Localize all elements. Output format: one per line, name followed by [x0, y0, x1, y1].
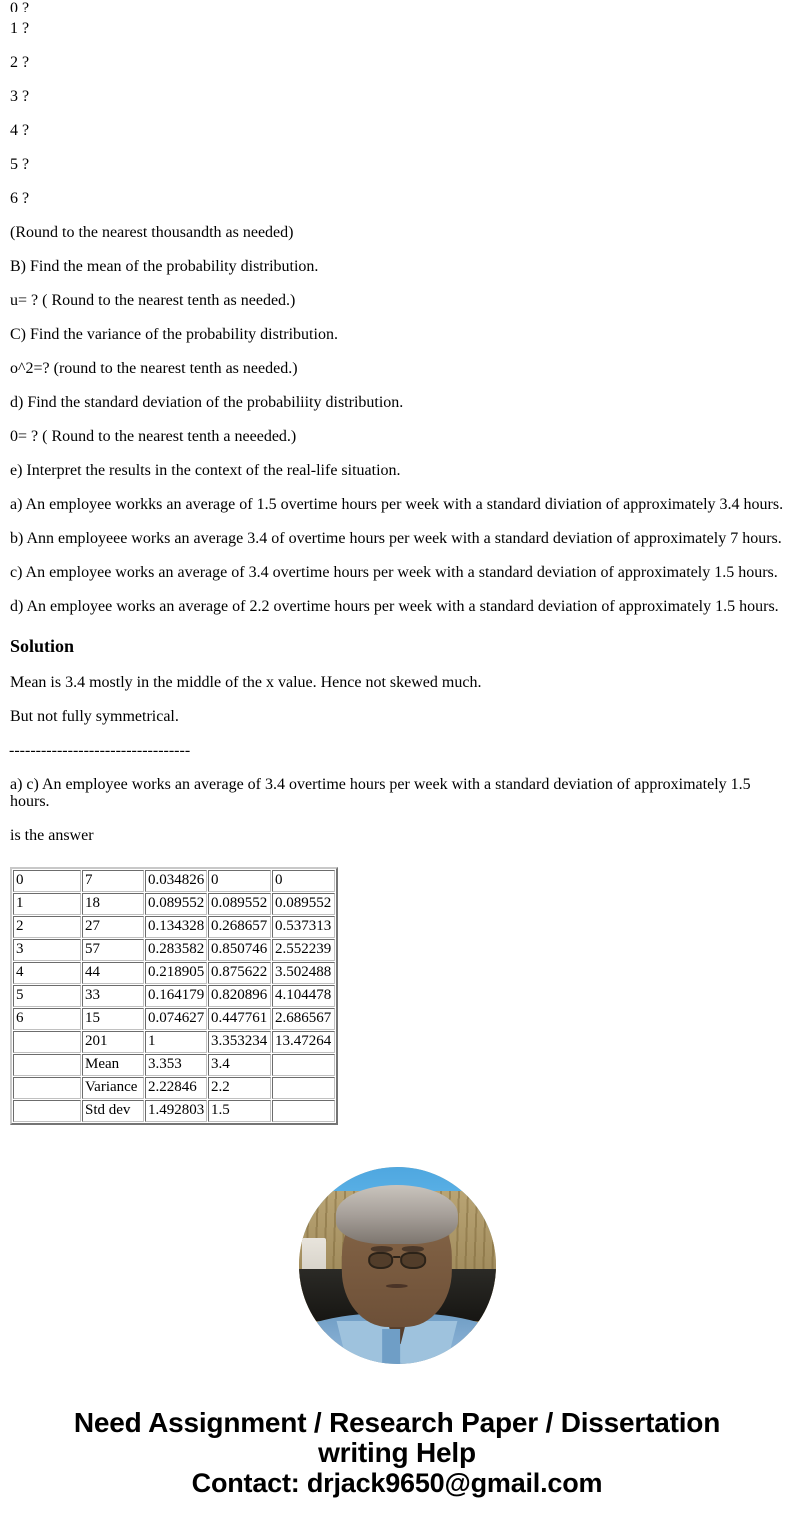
question-line: 4 ? [10, 122, 30, 139]
table-cell: 27 [82, 916, 144, 938]
table-cell: 7 [82, 870, 144, 892]
question-line: 1 ? [10, 20, 30, 37]
table-cell: 0.089552 [272, 893, 335, 915]
distribution-table [10, 867, 338, 1125]
table-cell: 0.283582 [145, 939, 207, 961]
choice-a: a) An employee workks an average of 1.5 overtime hours per week with a standard diviation of approximately 3.4 hours. [10, 496, 784, 513]
table-cell: 201 [82, 1031, 144, 1053]
solution-heading: Solution [10, 636, 75, 656]
table-row [13, 1031, 335, 1053]
table-cell: 1.492803 [145, 1100, 207, 1122]
solution-line: Mean is 3.4 mostly in the middle of the x value. Hence not skewed much. [10, 674, 482, 691]
table-row [13, 939, 335, 961]
table-cell: 0.875622 [208, 962, 271, 984]
question-part-e: e) Interpret the results in the context of the real-life situation. [10, 462, 401, 479]
table-cell: 3.502488 [272, 962, 335, 984]
avatar-hair [336, 1185, 458, 1244]
table-cell [13, 1077, 81, 1099]
table-cell: 0 [13, 870, 81, 892]
table-cell: 2.552239 [272, 939, 335, 961]
table-row [13, 985, 335, 1007]
table-cell [13, 1031, 81, 1053]
table-cell: 0.447761 [208, 1008, 271, 1030]
table-cell [13, 1054, 81, 1076]
table-cell: 44 [82, 962, 144, 984]
table-cell: 2.686567 [272, 1008, 335, 1030]
table-cell: 18 [82, 893, 144, 915]
table-cell: 0.820896 [208, 985, 271, 1007]
avatar-lens-right [400, 1252, 425, 1269]
clipped-top-line: 0 ? [10, 0, 30, 12]
question-part-c: C) Find the variance of the probability distribution. [10, 326, 338, 343]
table-row [13, 916, 335, 938]
table-cell: 3.4 [208, 1054, 271, 1076]
table-row [13, 1100, 335, 1122]
question-line: 6 ? [10, 190, 30, 207]
table-cell: 57 [82, 939, 144, 961]
mean-prompt: u= ? ( Round to the nearest tenth as needed.) [10, 292, 296, 309]
question-block [0, 12, 794, 624]
avatar-lens-left [368, 1252, 393, 1269]
avatar-block [0, 1125, 794, 1364]
table-cell: 4 [13, 962, 81, 984]
avatar-tie [382, 1329, 400, 1364]
table-row [13, 962, 335, 984]
table-row [13, 893, 335, 915]
table-cell: 0.537313 [272, 916, 335, 938]
promo-line-2: writing Help [318, 1437, 476, 1468]
question-line: 2 ? [10, 54, 30, 71]
table-cell: 0.034826 [145, 870, 207, 892]
choice-b: b) Ann employeee works an average 3.4 of overtime hours per week with a standard deviation of approximately 7 hours. [10, 530, 782, 547]
promo-contact: Contact: drjack9650@gmail.com [191, 1468, 603, 1498]
avatar-mouth [386, 1284, 408, 1288]
avatar-glasses-bridge [394, 1256, 401, 1258]
table-cell: 0.850746 [208, 939, 271, 961]
table-cell: 2 [13, 916, 81, 938]
table-cell: 1 [145, 1031, 207, 1053]
final-answer-line: a) c) An employee works an average of 3.4 overtime hours per week with a standard deviation of approximately 1.5 hours. [10, 776, 755, 810]
table-cell [272, 1100, 335, 1122]
table-cell: 15 [82, 1008, 144, 1030]
table-cell: 13.47264 [272, 1031, 335, 1053]
table-cell [272, 1054, 335, 1076]
table-cell: 3.353234 [208, 1031, 271, 1053]
stddev-prompt: 0= ? ( Round to the nearest tenth a neeeded.) [10, 428, 297, 445]
table-cell: 0.089552 [145, 893, 207, 915]
avatar [299, 1167, 496, 1364]
table-cell: Variance [82, 1077, 144, 1099]
table-cell: 0.268657 [208, 916, 271, 938]
choice-d: d) An employee works an average of 2.2 overtime hours per week with a standard deviation of approximately 1.5 hours. [10, 598, 779, 615]
table-cell: 3.353 [145, 1054, 207, 1076]
answer-tag: is the answer [10, 827, 94, 844]
table-cell: 33 [82, 985, 144, 1007]
table-cell: 0.074627 [145, 1008, 207, 1030]
table-cell: 5 [13, 985, 81, 1007]
table-cell: 3 [13, 939, 81, 961]
table-cell: 2.22846 [145, 1077, 207, 1099]
table-cell [272, 1077, 335, 1099]
choice-c: c) An employee works an average of 3.4 overtime hours per week with a standard deviation of approximately 1.5 hours. [10, 564, 778, 581]
table-row [13, 1054, 335, 1076]
table-cell: 0 [272, 870, 335, 892]
question-line: 3 ? [10, 88, 30, 105]
table-cell: 0.089552 [208, 893, 271, 915]
table-cell: 1.5 [208, 1100, 271, 1122]
table-cell [13, 1100, 81, 1122]
separator-rule: ---------------------------------- [9, 742, 191, 759]
solution-block [0, 666, 794, 853]
table-cell: 1 [13, 893, 81, 915]
table-row [13, 1008, 335, 1030]
distribution-table-wrap [0, 853, 794, 1125]
promo-banner [0, 1364, 794, 1498]
table-cell: 0.134328 [145, 916, 207, 938]
promo-line-1: Need Assignment / Research Paper / Dissertation [73, 1407, 721, 1438]
glasses-icon [368, 1252, 425, 1269]
question-part-b: B) Find the mean of the probability distribution. [10, 258, 319, 275]
rounding-note: (Round to the nearest thousandth as needed) [10, 224, 294, 241]
distribution-table-body [13, 870, 335, 1122]
table-cell: Mean [82, 1054, 144, 1076]
table-row [13, 1077, 335, 1099]
question-line: 5 ? [10, 156, 30, 173]
table-row [13, 870, 335, 892]
table-cell: 4.104478 [272, 985, 335, 1007]
table-cell: 6 [13, 1008, 81, 1030]
table-cell: Std dev [82, 1100, 144, 1122]
variance-prompt: o^2=? (round to the nearest tenth as needed.) [10, 360, 298, 377]
table-cell: 0.164179 [145, 985, 207, 1007]
avatar-collar-right [396, 1321, 458, 1364]
table-cell: 2.2 [208, 1077, 271, 1099]
question-part-d: d) Find the standard deviation of the probabiliity distribution. [10, 394, 404, 411]
table-cell: 0.218905 [145, 962, 207, 984]
solution-line: But not fully symmetrical. [10, 708, 179, 725]
table-cell: 0 [208, 870, 271, 892]
